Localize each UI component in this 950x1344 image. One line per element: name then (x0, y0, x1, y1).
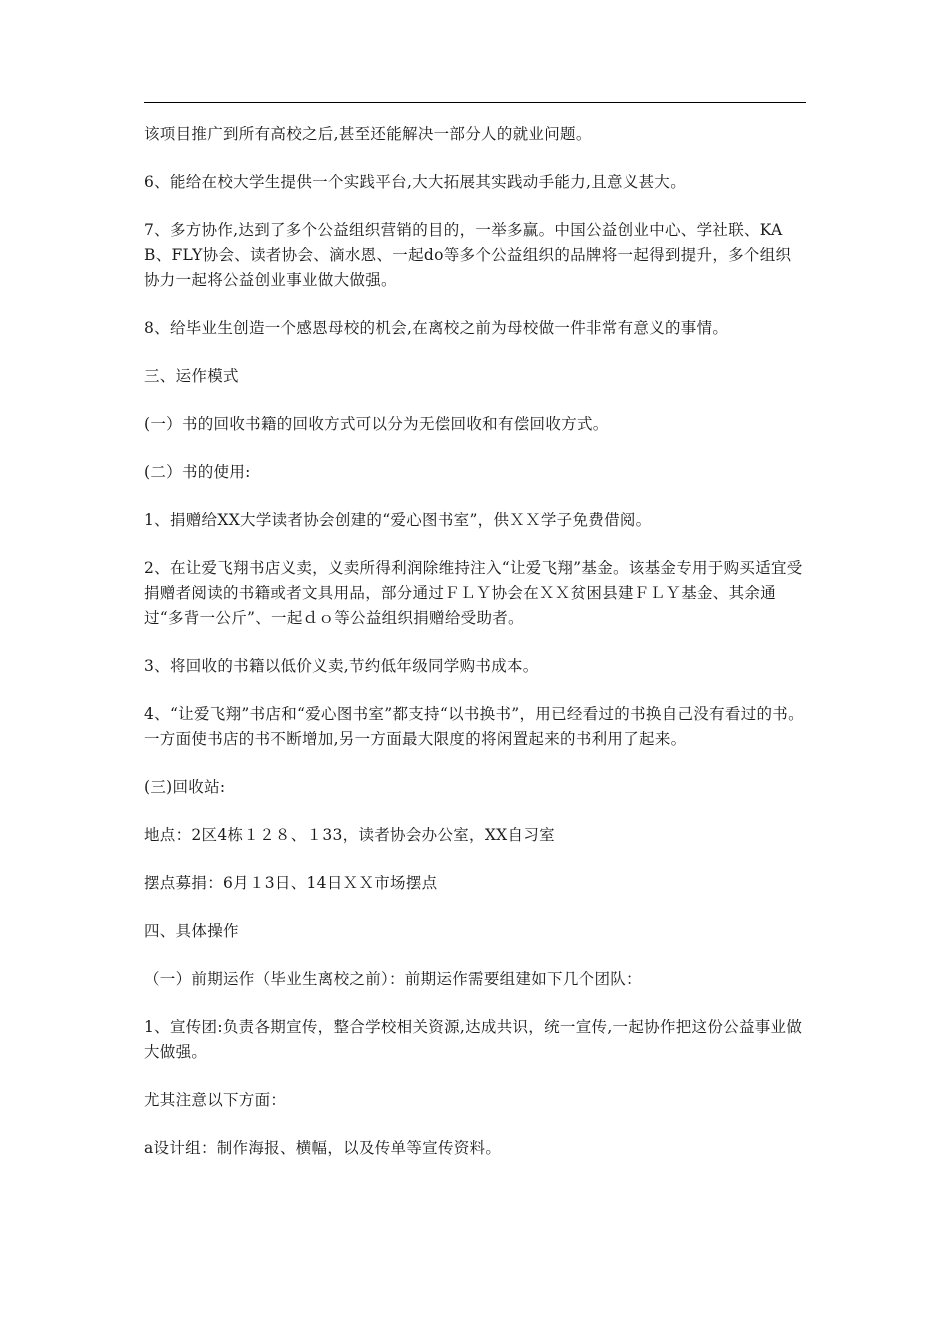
station-location: 地点：2区4栋１２８、１33，读者协会办公室，XX自习室 (144, 826, 555, 844)
paragraph-employment: 该项目推广到所有高校之后,甚至还能解决一部分人的就业问题。 (144, 125, 592, 143)
subsection-recycling-station: (三)回收站: (144, 778, 226, 796)
attention-note: 尤其注意以下方面： (144, 1091, 287, 1109)
document-body (144, 122, 806, 1184)
usage-item-2: 2、在让爱飞翔书店义卖，义卖所得利润除维持注入“让爱飞翔”基金。该基金专用于购买适宜受捐赠者阅读的书籍或者文具用品，部分通过ＦＬＹ协会在ＸＸ贫困县建ＦＬＹ基金、其余通过“多背一公斤”、一起ｄｏ等公益组织捐赠给受助者。 (144, 559, 803, 627)
paragraph-point-8: 8、给毕业生创造一个感恩母校的机会,在离校之前为母校做一件非常有意义的事情。 (144, 319, 729, 337)
subsection-book-recycling: (一）书的回收书籍的回收方式可以分为无偿回收和有偿回收方式。 (144, 415, 609, 433)
paragraph-point-7: 7、多方协作,达到了多个公益组织营销的目的，一举多赢。中国公益创业中心、学社联、KA B、FLY协会、读者协会、滴水恩、一起do等多个公益组织的品牌将一起得到提升，多个组织协力一起将公益创业事业做大做强。 (144, 221, 792, 289)
usage-item-1: 1、捐赠给XX大学读者协会创建的“爱心图书室”，供ＸＸ学子免费借阅。 (144, 511, 652, 529)
usage-item-3: 3、将回收的书籍以低价义卖,节约低年级同学购书成本。 (144, 657, 539, 675)
paragraph-point-6: 6、能给在校大学生提供一个实践平台,大大拓展其实践动手能力,且意义甚大。 (144, 173, 687, 191)
section-heading-operation-mode: 三、运作模式 (144, 367, 239, 385)
section-heading-operations: 四、具体操作 (144, 922, 239, 940)
header-rule (144, 102, 806, 103)
subsection-early-operation: （一）前期运作（毕业生离校之前）：前期运作需要组建如下几个团队： (144, 970, 642, 988)
team-item-publicity: 1、宣传团:负责各期宣传，整合学校相关资源,达成共识，统一宣传,一起协作把这份公益事业做大做强。 (144, 1018, 803, 1061)
usage-item-4: 4、“让爱飞翔”书店和“爱心图书室”都支持“以书换书”，用已经看过的书换自己没有看过的书。一方面使书店的书不断增加,另一方面最大限度的将闲置起来的书利用了起来。 (144, 705, 804, 748)
donation-booth-schedule: 摆点募捐：6月１3日、14日ＸＸ市场摆点 (144, 874, 438, 892)
design-group-item: a设计组：制作海报、横幅，以及传单等宣传资料。 (144, 1139, 502, 1157)
subsection-book-usage: (二）书的使用: (144, 463, 251, 481)
